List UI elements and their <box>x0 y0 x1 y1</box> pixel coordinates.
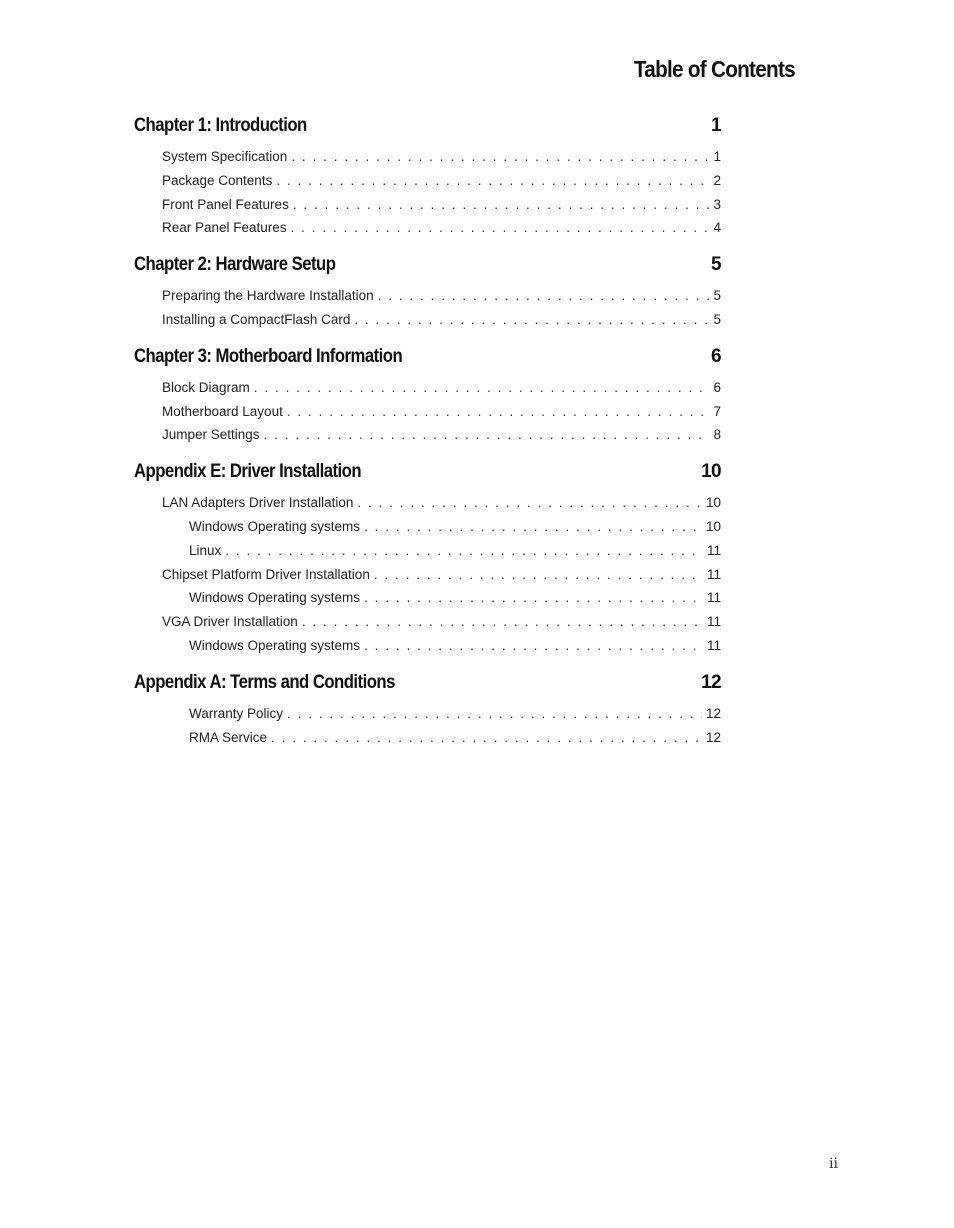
chapter-heading[interactable] <box>134 113 721 139</box>
toc-entry-page-number: 11 <box>706 566 721 582</box>
table-of-contents <box>134 113 721 761</box>
toc-section <box>134 252 721 332</box>
toc-entry-page-number: 12 <box>705 729 721 745</box>
toc-entry[interactable] <box>134 169 721 193</box>
dot-leader <box>293 193 710 217</box>
dot-leader <box>287 400 710 424</box>
dot-leader <box>287 702 702 726</box>
toc-entry-label: Rear Panel Features <box>162 220 287 236</box>
toc-entry-label: Windows Operating systems <box>189 590 361 606</box>
dot-leader <box>276 169 709 193</box>
toc-entry[interactable] <box>134 539 721 563</box>
toc-section <box>134 459 721 658</box>
chapter-page-number: 5 <box>711 254 721 276</box>
toc-entry[interactable] <box>134 702 721 726</box>
dot-leader <box>254 376 710 400</box>
dot-leader <box>364 515 702 539</box>
dot-leader <box>302 610 703 634</box>
toc-entry-label: Preparing the Hardware Installation <box>162 288 374 304</box>
toc-entry-label: Chipset Platform Driver Installation <box>162 566 370 582</box>
toc-entry[interactable] <box>134 308 721 332</box>
toc-entry-page-number: 6 <box>713 379 721 395</box>
toc-entry[interactable] <box>134 193 721 217</box>
toc-entry-label: RMA Service <box>189 729 268 745</box>
dot-leader <box>291 216 710 240</box>
toc-entry-page-number: 10 <box>705 518 721 534</box>
dot-leader <box>291 145 709 169</box>
toc-entry-label: Installing a CompactFlash Card <box>162 311 351 327</box>
dot-leader <box>364 586 703 610</box>
toc-entry-page-number: 2 <box>713 172 721 188</box>
toc-entry-page-number: 11 <box>706 590 721 606</box>
chapter-page-number: 10 <box>701 461 721 483</box>
dot-leader <box>271 726 702 750</box>
toc-entry-label: Block Diagram <box>162 379 250 395</box>
chapter-title: Appendix E: Driver Installation <box>134 461 362 483</box>
chapter-page-number: 12 <box>701 671 721 693</box>
page-title: Table of Contents <box>633 56 795 82</box>
toc-entry[interactable] <box>134 586 721 610</box>
toc-entry[interactable] <box>134 423 721 447</box>
toc-entry-label: Package Contents <box>162 172 273 188</box>
chapter-title: Chapter 3: Motherboard Information <box>134 345 403 367</box>
toc-entry[interactable] <box>134 400 721 424</box>
toc-section <box>134 113 721 240</box>
chapter-heading[interactable] <box>134 252 721 278</box>
toc-entry-page-number: 8 <box>713 427 721 443</box>
toc-entry-page-number: 10 <box>705 495 721 511</box>
toc-entry-label: LAN Adapters Driver Installation <box>162 495 354 511</box>
toc-entry-page-number: 12 <box>705 705 721 721</box>
toc-entry-label: VGA Driver Installation <box>162 614 298 630</box>
dot-leader <box>374 563 703 587</box>
toc-entry[interactable] <box>134 376 721 400</box>
chapter-heading[interactable] <box>134 459 721 485</box>
toc-section <box>134 344 721 447</box>
toc-entry-label: Linux <box>189 542 222 558</box>
toc-entry-label: Windows Operating systems <box>189 637 361 653</box>
toc-entry-page-number: 5 <box>713 288 721 304</box>
chapter-title: Chapter 2: Hardware Setup <box>134 254 336 276</box>
chapter-heading[interactable] <box>134 344 721 370</box>
dot-leader <box>354 308 709 332</box>
toc-entry[interactable] <box>134 216 721 240</box>
toc-section <box>134 670 721 750</box>
toc-entry-page-number: 4 <box>713 220 721 236</box>
toc-entry-page-number: 7 <box>713 403 721 419</box>
toc-entry-label: Front Panel Features <box>162 196 289 212</box>
toc-entry-label: Jumper Settings <box>162 427 260 443</box>
toc-entry[interactable] <box>134 491 721 515</box>
toc-entry-page-number: 11 <box>706 614 721 630</box>
toc-entry[interactable] <box>134 726 721 750</box>
toc-entry-page-number: 11 <box>706 637 721 653</box>
chapter-page-number: 6 <box>711 345 721 367</box>
toc-entry[interactable] <box>134 610 721 634</box>
toc-entry-label: Warranty Policy <box>189 705 284 721</box>
toc-entry-page-number: 5 <box>713 311 721 327</box>
toc-entry[interactable] <box>134 563 721 587</box>
toc-entry-page-number: 3 <box>713 196 721 212</box>
toc-entry-label: Motherboard Layout <box>162 403 283 419</box>
toc-entry-page-number: 11 <box>706 542 721 558</box>
dot-leader <box>364 634 703 658</box>
chapter-heading[interactable] <box>134 670 721 696</box>
chapter-title: Appendix A: Terms and Conditions <box>134 671 395 693</box>
toc-entry-label: Windows Operating systems <box>189 518 361 534</box>
toc-entry[interactable] <box>134 145 721 169</box>
page-number: ii <box>829 1156 838 1172</box>
toc-entry-label: System Specification <box>162 149 288 164</box>
dot-leader <box>225 539 703 563</box>
chapter-title: Chapter 1: Introduction <box>134 115 307 136</box>
toc-entry[interactable] <box>134 284 721 308</box>
toc-entry-page-number: 1 <box>713 149 721 164</box>
toc-entry[interactable] <box>134 634 721 658</box>
dot-leader <box>357 491 702 515</box>
chapter-page-number: 1 <box>711 115 721 136</box>
dot-leader <box>264 423 710 447</box>
toc-entry[interactable] <box>134 515 721 539</box>
dot-leader <box>378 284 710 308</box>
